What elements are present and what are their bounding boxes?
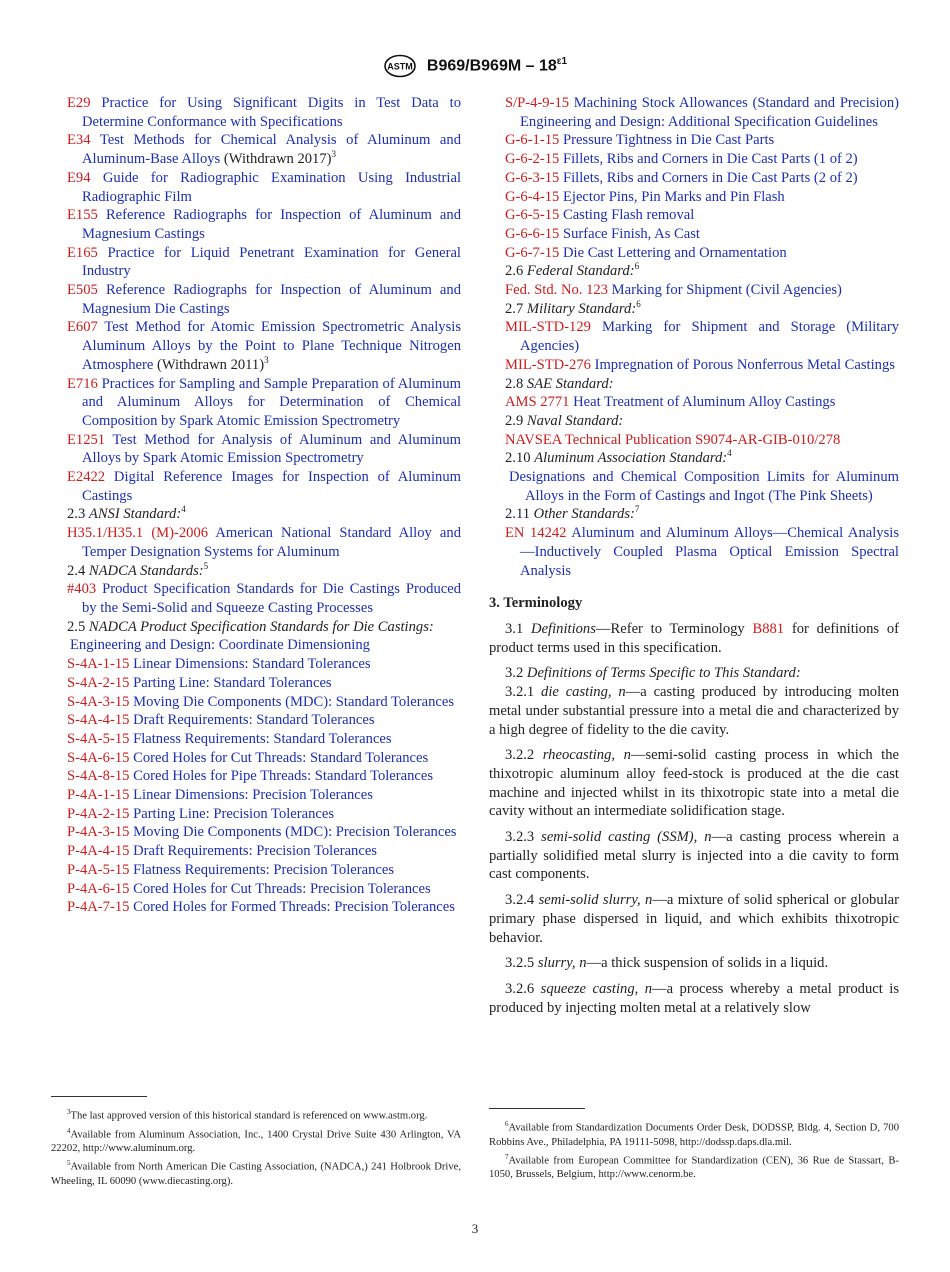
definition-3-2-3: 3.2.3 semi-solid casting (SSM), n—a casting process wherein a partially solidified metal slurry is injected into a die cavity to form cast components. <box>489 829 900 883</box>
definition-3-2-4: 3.2.4 semi-solid slurry, n—a mixture of solid spherical or globular primary phase dispersed in liquid, and which exhibits thixotropic behavior. <box>489 892 900 946</box>
ref-e94[interactable]: E94 Guide for Radiographic Examination Using Industrial Radiographic Film <box>67 169 461 205</box>
ref-e2422[interactable]: E2422 Digital Reference Images for Inspection of Aluminum Castings <box>67 469 461 504</box>
footnote-6: $^6$Available from Standardization Documents Order Desk, DODSSP, Bldg. 4, Section D, 700 Robbins Ave., Philadelphia, PA 19111-5098, http://dodssp.daps.dla.mil. <box>489 1120 899 1148</box>
ref-p-4a-1-15[interactable]: P-4A-1-15 Linear Dimensions: Precision Tolerances <box>67 787 373 804</box>
footnote-4: $^4$Available from Aluminum Association, Inc., 1400 Crystal Drive Suite 430 Arlington, VA 22202, http://www.aluminum.org. <box>51 1126 461 1155</box>
ref-en-14242[interactable]: EN 14242 Aluminum and Aluminum Alloys—Chemical Analysis—Inductively Coupled Plasma Optical Emission Spectral Analysis <box>505 525 900 579</box>
ref-s-4a-4-15[interactable]: S-4A-4-15 Draft Requirements: Standard Tolerances <box>67 712 375 729</box>
page-header <box>0 54 950 84</box>
ref-e505[interactable]: E505 Reference Radiographs for Inspection of Aluminum and Magnesium Die Castings <box>67 282 461 317</box>
ref-s-p-4-9-15[interactable]: S/P-4-9-15 Machining Stock Allowances (Standard and Precision) Engineering and Design: Additional Specification Guidelines <box>505 95 899 130</box>
footnote-3: $^3$The last approved version of this historical standard is referenced on www.astm.org. <box>67 1108 428 1122</box>
definition-3-2-2: 3.2.2 rheocasting, n—semi-solid casting process in which the thixotropic aluminum alloy feed-stock is produced at the die cast machine and injected whilst in its thixotropic state into a metal die cavity without an intermediate solidification stage. <box>489 747 899 820</box>
footnotes-left <box>51 1105 461 1189</box>
ref-s-4a-2-15[interactable]: S-4A-2-15 Parting Line: Standard Tolerances <box>67 674 332 691</box>
ref-e607[interactable]: E607 Test Method for Atomic Emission Spectrometric Analysis Aluminum Alloys by the Point to Plane Technique Nitrogen Atmosphere (Withdrawn 2011)$^3$ <box>67 319 461 373</box>
ref-s-4a-3-15[interactable]: S-4A-3-15 Moving Die Components (MDC): Standard Tolerances <box>67 693 455 710</box>
ref-navsea[interactable]: NAVSEA Technical Publication S9074-AR-GIB-010/278 <box>505 431 841 448</box>
ref-e716[interactable]: E716 Practices for Sampling and Sample Preparation of Aluminum and Aluminum Alloys for Determination of Chemical Composition by Spark Atomic Emission Spectrometry <box>67 375 461 429</box>
footnote-5: $^5$Available from North American Die Casting Association, (NADCA,) 241 Holbrook Drive, Wheeling, IL 60090 (www.diecasting.org). <box>51 1159 461 1187</box>
link-b881[interactable]: B881 <box>752 620 785 637</box>
ref-e1251[interactable]: E1251 Test Method for Analysis of Aluminum and Aluminum Alloys by Spark Atomic Emission Spectrometry <box>67 431 462 467</box>
footnote-rule-right <box>489 1108 585 1109</box>
ref-s-4a-1-15[interactable]: S-4A-1-15 Linear Dimensions: Standard Tolerances <box>67 656 371 673</box>
definition-3-2-6: 3.2.6 squeeze casting, n—a process whereby a metal product is produced by injecting molten metal at a relatively slow <box>489 980 899 1016</box>
para-3-1: 3.1 Definitions—Refer to Terminology B881 for definitions of product terms used in this specification. <box>489 620 900 656</box>
ref-p-4a-4-15[interactable]: P-4A-4-15 Draft Requirements: Precision Tolerances <box>67 843 377 860</box>
ref-s-4a-5-15[interactable]: S-4A-5-15 Flatness Requirements: Standard Tolerances <box>67 730 392 747</box>
ref-g-6-5-15[interactable]: G-6-5-15 Casting Flash removal <box>505 207 695 224</box>
ref-fed-std-123[interactable]: Fed. Std. No. 123 Marking for Shipment (Civil Agencies) <box>505 282 842 299</box>
section-2-6: 2.6 Federal Standard:$^6$ <box>505 261 640 280</box>
ref-g-6-3-15[interactable]: G-6-3-15 Fillets, Ribs and Corners in Die Cast Parts (2 of 2) <box>505 169 858 186</box>
ref-p-4a-7-15[interactable]: P-4A-7-15 Cored Holes for Formed Threads: Precision Tolerances <box>67 899 455 916</box>
section-2-9: 2.9 Naval Standard: <box>505 412 624 429</box>
section-2-4: 2.4 NADCA Standards:$^5$ <box>67 560 209 579</box>
ref-e34[interactable]: E34 Test Methods for Chemical Analysis of Aluminum and Aluminum-Base Alloys (Withdrawn 2017)$^3$ <box>67 132 461 168</box>
astm-logo-icon <box>383 54 417 78</box>
para-3-2: 3.2 Definitions of Terms Specific to This Standard: <box>505 665 801 682</box>
terminology-heading: 3. Terminology <box>489 595 583 612</box>
ref-e165[interactable]: E165 Practice for Liquid Penetrant Examination for General Industry <box>67 244 461 280</box>
ref-pink-sheets[interactable]: Designations and Chemical Composition Limits for Aluminum Alloys in the Form of Castings and Ingot (The Pink Sheets) <box>509 469 899 504</box>
section-2-5: 2.5 NADCA Product Specification Standards for Die Castings: <box>67 618 434 635</box>
section-2-7: 2.7 Military Standard:$^6$ <box>505 298 641 317</box>
ref-mil-std-276[interactable]: MIL-STD-276 Impregnation of Porous Nonferrous Metal Castings <box>505 356 895 373</box>
section-2-10: 2.10 Aluminum Association Standard:$^4$ <box>505 448 732 467</box>
ref-p-4a-5-15[interactable]: P-4A-5-15 Flatness Requirements: Precision Tolerances <box>67 861 395 878</box>
right-column <box>489 94 899 1024</box>
section-2-3: 2.3 ANSI Standard:$^4$ <box>67 504 186 523</box>
ref-g-6-2-15[interactable]: G-6-2-15 Fillets, Ribs and Corners in Die Cast Parts (1 of 2) <box>505 151 858 168</box>
ref-s-4a-8-15[interactable]: S-4A-8-15 Cored Holes for Pipe Threads: Standard Tolerances <box>67 768 434 785</box>
ref-mil-std-129[interactable]: MIL-STD-129 Marking for Shipment and Storage (Military Agencies) <box>505 319 899 355</box>
ref-g-6-4-15[interactable]: G-6-4-15 Ejector Pins, Pin Marks and Pin Flash <box>505 188 785 205</box>
ref-p-4a-3-15[interactable]: P-4A-3-15 Moving Die Components (MDC): Precision Tolerances <box>67 824 457 841</box>
ref-g-6-1-15[interactable]: G-6-1-15 Pressure Tightness in Die Cast Parts <box>505 132 775 149</box>
footnote-7: $^7$Available from European Committee for Standardization (CEN), 36 Rue de Stassart, B-1050, Brussels, Belgium, http://www.cenorm.be. <box>489 1152 899 1181</box>
section-2-11: 2.11 Other Standards:$^7$ <box>505 504 640 523</box>
ref-p-4a-2-15[interactable]: P-4A-2-15 Parting Line: Precision Tolerances <box>67 805 335 822</box>
ref-p-4a-6-15[interactable]: P-4A-6-15 Cored Holes for Cut Threads: Precision Tolerances <box>67 880 431 897</box>
ref-nadca-403[interactable]: #403 Product Specification Standards for Die Castings Produced by the Semi-Solid and Squeeze Casting Processes <box>67 581 461 616</box>
ref-ansi[interactable]: H35.1/H35.1 (M)-2006 American National Standard Alloy and Temper Designation Systems for Aluminum <box>67 525 462 560</box>
definition-3-2-5: 3.2.5 slurry, n—a thick suspension of solids in a liquid. <box>505 955 829 972</box>
ref-g-6-7-15[interactable]: G-6-7-15 Die Cast Lettering and Ornamentation <box>505 244 787 261</box>
left-column <box>51 94 461 917</box>
ref-e29[interactable]: E29 Practice for Using Significant Digits in Test Data to Determine Conformance with Specifications <box>67 95 461 130</box>
section-2-8: 2.8 SAE Standard: <box>505 375 614 392</box>
footnotes-right <box>489 1117 899 1182</box>
page-number: 3 <box>471 1221 479 1236</box>
ref-g-6-6-15[interactable]: G-6-6-15 Surface Finish, As Cast <box>505 225 700 242</box>
svg-text:ASTM: ASTM <box>387 61 413 72</box>
ref-e155[interactable]: E155 Reference Radiographs for Inspection of Aluminum and Magnesium Castings <box>67 207 461 242</box>
footnote-rule-left <box>51 1096 147 1097</box>
definition-3-2-1: 3.2.1 die casting, n—a casting produced by introducing molten metal under substantial pressure into a metal die and characterized by a high degree of fidelity to the die cavity. <box>489 684 899 738</box>
ref-coordinate-dimensioning[interactable]: Engineering and Design: Coordinate Dimensioning <box>70 637 370 654</box>
ref-s-4a-6-15[interactable]: S-4A-6-15 Cored Holes for Cut Threads: Standard Tolerances <box>67 749 429 766</box>
designation: $B969/B969M - 18^{\varepsilon 1}$ <box>426 56 568 75</box>
ref-ams-2771[interactable]: AMS 2771 Heat Treatment of Aluminum Alloy Castings <box>505 394 836 411</box>
